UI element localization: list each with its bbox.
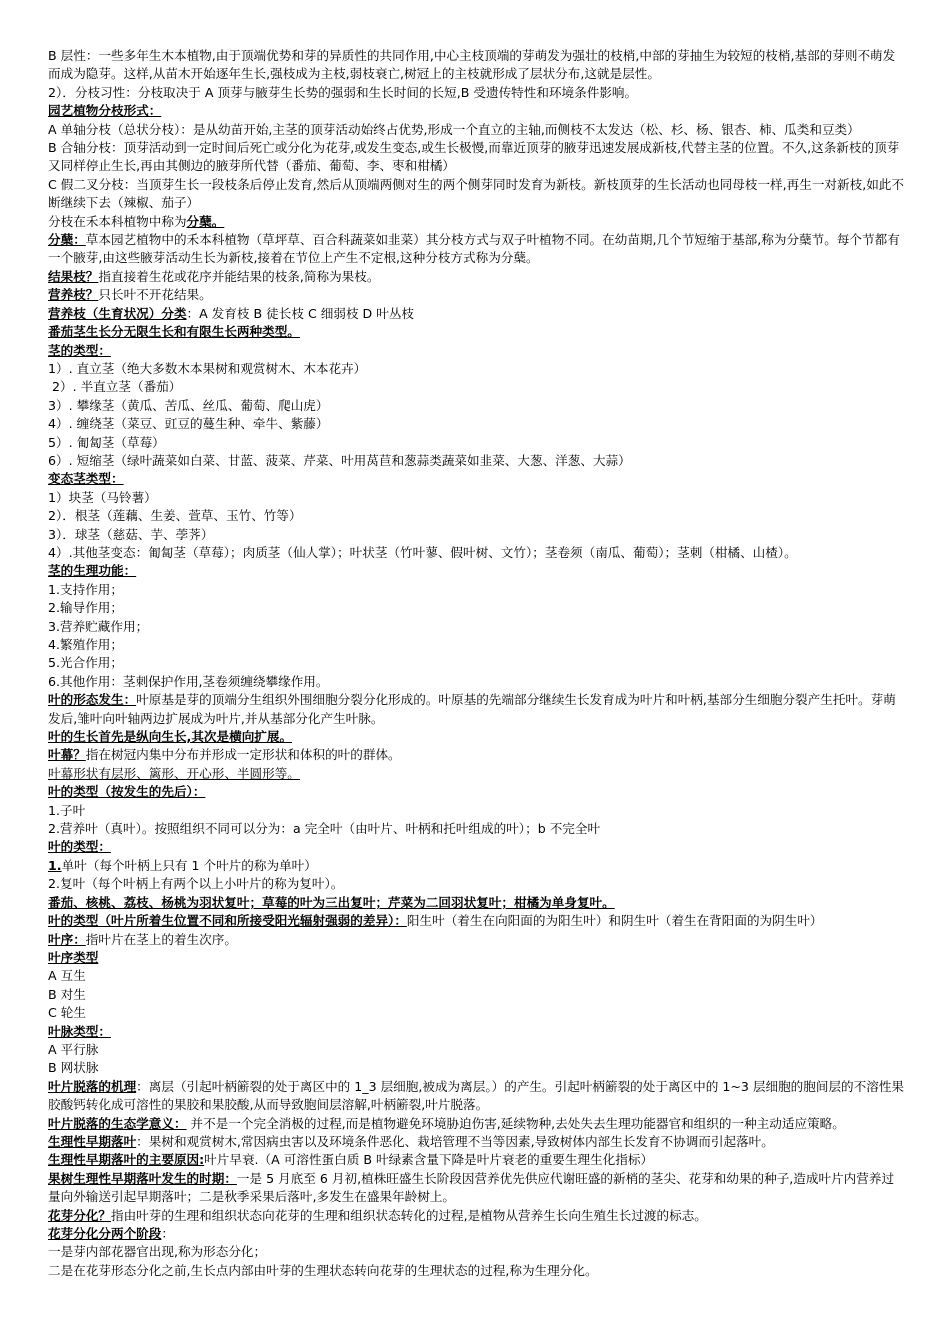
list-item: 4.繁殖作用； xyxy=(48,637,123,652)
list-item: 1.子叶 xyxy=(48,802,86,818)
text-span: 一是 5 月底至 6 月初,植株旺盛生长阶段因营养优先供应代谢旺盛的新梢的茎尖、花芽和幼果的种子,造成叶片内营养过量向外输送引起早期落叶；二是秋季采果后落叶,多发生在盛果年龄树上。 xyxy=(48,1170,895,1205)
text-span: 指由叶芽的生理和组织状态向花芽的生理和组织状态转化的过程,是植物从营养生长向生殖生长过渡的标志。 xyxy=(110,1207,707,1223)
text-line xyxy=(48,213,906,231)
term-span: 叶序： xyxy=(48,931,86,947)
term-span: 生理性早期落叶的主要原因: xyxy=(48,1152,205,1168)
list-item: B 对生 xyxy=(48,986,86,1002)
list-item: 5）. 匍匐茎（草莓） xyxy=(48,434,165,450)
list-item: 6）. 短缩茎（绿叶蔬菜如白菜、甘蓝、菠菜、芹菜、叶用莴苣和葱蒜类蔬菜如韭菜、大葱、洋葱、大蒜） xyxy=(48,452,631,468)
term-span: 果树生理性早期落叶发生的时期： xyxy=(48,1170,237,1186)
section-heading: 番茄茎生长分无限生长和有限生长两种类型。 xyxy=(48,324,300,340)
list-item: 5.光合作用； xyxy=(48,655,123,671)
list-item: 3）．球茎（慈菇、芋、荸荠） xyxy=(48,526,214,542)
text-line xyxy=(48,691,906,728)
term-span: 分蘖。 xyxy=(186,213,225,229)
section-heading: 茎的生理功能： xyxy=(48,563,137,579)
text-span: 指直接着生花或花序并能结果的枝条,简称为果枝。 xyxy=(98,268,380,284)
list-item: 2.复叶（每个叶柄上有两个以上小叶片的称为复叶）。 xyxy=(48,876,344,892)
list-item: 2.输导作用； xyxy=(48,600,123,616)
section-heading: 园艺植物分枝形式： xyxy=(48,103,162,119)
text-span: ：离层（引起叶柄簖裂的处于离区中的 1_3 层细胞,被成为离层。）的产生。引起叶柄簖裂的处于离区中的 1~3 层细胞的胞间层的不溶性果胶酸钙转化成可溶性的果胶和果胶酸,从而导致胞间层溶解,叶柄簖裂,叶片脱落。 xyxy=(48,1078,905,1113)
term-span: 叶的形态发生： xyxy=(48,692,137,708)
text-line: 叶幕形状有层形、篱形、开心形、半圆形等。 xyxy=(48,765,300,781)
section-heading: 变态茎类型： xyxy=(48,471,124,487)
list-item: A 平行脉 xyxy=(48,1041,99,1057)
text-line xyxy=(48,1078,906,1115)
section-heading: 叶的类型： xyxy=(48,839,111,855)
text-line xyxy=(48,1170,906,1207)
term-span: 结果枝？ xyxy=(48,268,99,284)
text-line: 一是芽内部花器官出现,称为形态分化； xyxy=(48,1244,267,1260)
list-item: 1）. 直立茎（绝大多数木本果树和观赏树木、木本花卉） xyxy=(48,360,367,376)
text-span: 叶片早衰.（A 可溶性蛋白质 B 叶绿素含量下降是叶片衰老的重要生理生化指标） xyxy=(204,1152,654,1168)
text-line xyxy=(48,1115,906,1133)
section-heading: 叶的生长首先是纵向生长,其次是横向扩展。 xyxy=(48,729,293,745)
text-span: 叶原基是芽的顶端分生组织外围细胞分裂分化形成的。叶原基的先端部分继续生长发育成为叶片和叶柄,基部分生细胞分裂产生托叶。芽萌发后,雏叶向叶轴两边扩展成为叶片,并从基部分化产生叶脉。 xyxy=(48,692,896,726)
text-span: 单叶（每个叶柄上只有 1 个叶片的称为单叶） xyxy=(61,857,317,873)
term-span: 营养枝（生育状况）分类 xyxy=(48,305,187,321)
text-span: 指在树冠内集中分布并形成一定形状和体积的叶的群体。 xyxy=(85,747,401,763)
text-line xyxy=(48,231,906,268)
term-span: 1. xyxy=(48,857,62,873)
text-line: C 假二叉分枝：当顶芽生长一段枝条后停止发育,然后从顶端两侧对生的两个侧芽同时发育为新枝。新枝顶芽的生长活动也同母枝一样,再生一对新枝,如此不断继续下去（辣椒、茄子） xyxy=(48,176,904,211)
text-line: B 层性：一些多年生木本植物,由于顶端优势和芽的异质性的共同作用,中心主枝顶端的芽萌发为强壮的枝梢,中部的芽抽生为较短的枝梢,基部的芽则不萌发而成为隐芽。这样,从苗木开始逐年生长,强枝成为主枝,弱枝衰亡,树冠上的主枝就形成了层状分布,这就是层性。 xyxy=(48,48,896,82)
list-item: 4）.其他茎变态：匍匐茎（草莓）；肉质茎（仙人掌）；叶状茎（竹叶蓼、假叶树、文竹）；茎卷须（南瓜、葡萄）；茎刺（柑橘、山楂）。 xyxy=(48,544,797,560)
text-span: 只长叶不开花结果。 xyxy=(98,287,212,303)
text-line: B 合轴分枝：顶芽活动到一定时间后死亡或分化为花芽,或发生变态,或生长极慢,而靠近顶芽的腋芽迅速发展成新枝,代替主茎的位置。不久,这条新枝的顶芽又同样停止生长,再由其侧边的腋芽所代替（番茄、葡萄、李、枣和柑橘） xyxy=(48,140,900,174)
list-item xyxy=(48,857,906,875)
list-item: B 网状脉 xyxy=(48,1060,99,1076)
list-item: 3）. 攀缘茎（黄瓜、苦瓜、丝瓜、葡萄、爬山虎） xyxy=(48,397,329,413)
text-line xyxy=(48,286,906,304)
text-line xyxy=(48,305,906,323)
text-line: 2）．分枝习性：分枝取决于 A 顶芽与腋芽生长势的强弱和生长时间的长短,B 受遗传特性和环境条件影响。 xyxy=(48,84,638,100)
text-span: 并不是一个完全消极的过程,而是植物避免环境胁迫伤害,延续物种,去处失去生理功能器官和组织的一种主动适应策略。 xyxy=(186,1115,845,1131)
term-span: 叶幕？ xyxy=(48,747,86,763)
text-line: 二是在花芽形态分化之前,生长点内部由叶芽的生理状态转向花芽的生理状态的过程,称为生理分化。 xyxy=(48,1262,598,1278)
list-item: 2.营养叶（真叶）。按照组织不同可以分为：a 完全叶（由叶片、叶柄和托叶组成的叶）；b 不完全叶 xyxy=(48,821,601,837)
term-span: 叶片脱落的机理 xyxy=(48,1078,137,1094)
term-span: 花芽分化分两个阶段 xyxy=(48,1226,162,1241)
section-heading: 叶的类型（按发生的先后）： xyxy=(48,784,206,800)
text-line xyxy=(48,746,906,764)
text-line xyxy=(48,1133,906,1151)
section-heading: 叶脉类型： xyxy=(48,1023,111,1039)
section-heading: 番茄、核桃、荔枝、杨桃为羽状复叶；草莓的叶为三出复叶；芹菜为二回羽状复叶；柑橘为单身复叶。 xyxy=(48,894,615,910)
list-item: 2）．根茎（莲藕、生姜、萱草、玉竹、竹等） xyxy=(48,508,302,524)
text-span: ： xyxy=(161,1226,174,1241)
text-line xyxy=(48,268,906,286)
list-item: 4）. 缠绕茎（菜豆、豇豆的蔓生种、牵牛、紫藤） xyxy=(48,416,329,432)
section-heading: 叶序类型 xyxy=(48,949,99,965)
text-line xyxy=(48,912,906,930)
text-line: A 单轴分枝（总状分枝）：是从幼苗开始,主茎的顶芽活动始终占优势,形成一个直立的主轴,而侧枝不太发达（松、杉、杨、银杏、柿、瓜类和豆类） xyxy=(48,121,860,137)
text-span: ：果树和观赏树木,常因病虫害以及环境条件恶化、栽培管理不当等因素,导致树体内部生长发育不协调而引起落叶。 xyxy=(136,1133,774,1149)
list-item: 2）. 半直立茎（番茄） xyxy=(48,379,182,395)
list-item: 1）块茎（马铃薯） xyxy=(48,489,157,505)
text-span: 指叶片在茎上的着生次序。 xyxy=(85,931,237,947)
list-item: C 轮生 xyxy=(48,1005,86,1021)
text-line xyxy=(48,931,906,949)
term-span: 花芽分化？ xyxy=(48,1207,111,1223)
list-item: A 互生 xyxy=(48,968,86,984)
text-line xyxy=(48,1151,906,1169)
text-line xyxy=(48,1225,906,1243)
text-span: 分枝在禾本科植物中称为 xyxy=(48,213,187,229)
term-span: 叶片脱落的生态学意义： xyxy=(48,1115,187,1131)
term-span: 分蘖： xyxy=(48,232,86,248)
text-span: ：A 发育枝 B 徒长枝 C 细弱枝 D 叶丛枝 xyxy=(186,305,415,321)
list-item: 6.其他作用：茎刺保护作用,茎卷须缠绕攀缘作用。 xyxy=(48,673,329,689)
text-line xyxy=(48,1207,906,1225)
term-span: 生理性早期落叶 xyxy=(48,1133,137,1149)
list-item: 3.营养贮藏作用； xyxy=(48,618,149,634)
section-heading: 茎的类型： xyxy=(48,342,111,358)
text-span: 草本园艺植物中的禾本科植物（草坪草、百合科蔬菜如韭菜）其分枝方式与双子叶植物不同。在幼苗期,几个节短缩于基部,称为分蘖节。每个节都有一个腋芽,由这些腋芽活动生长为新枝,接着在节位上产生不定根,这种分枝方式称为分蘖。 xyxy=(48,232,900,266)
term-span: 叶的类型（叶片所着生位置不同和所接受阳光辐射强弱的差异）： xyxy=(48,913,407,929)
text-span: 阳生叶（着生在向阳面的为阳生叶）和阴生叶（着生在背阳面的为阴生叶） xyxy=(406,913,823,929)
term-span: 营养枝？ xyxy=(48,287,99,303)
list-item: 1.支持作用； xyxy=(48,581,123,597)
